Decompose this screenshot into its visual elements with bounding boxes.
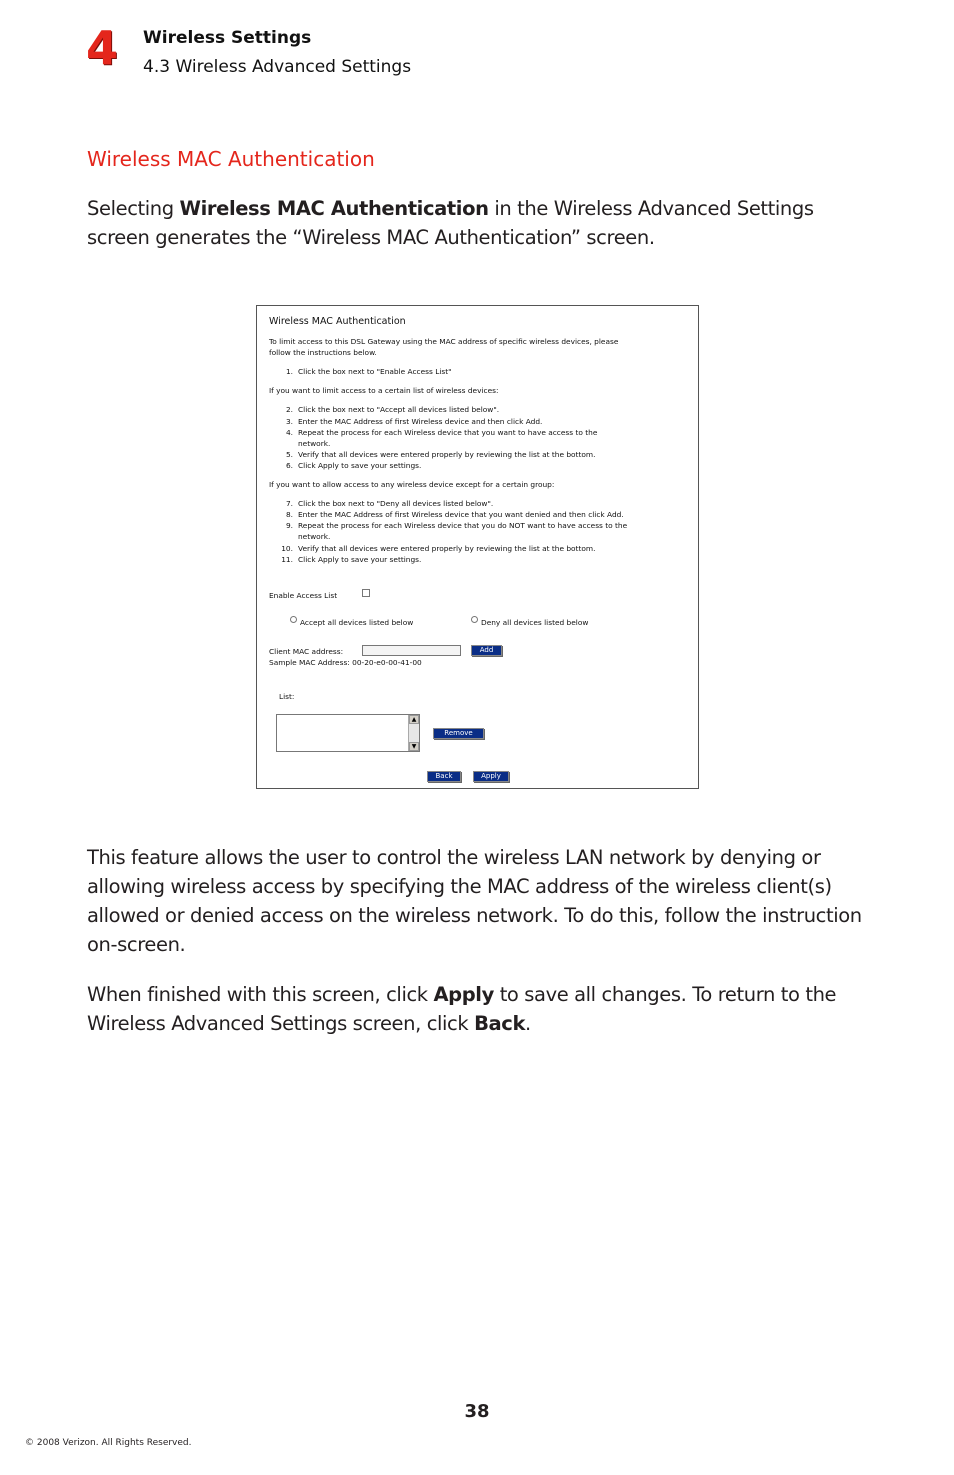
step-1: Click the box next to "Enable Access List" [298,367,452,376]
deny-all-label: Deny all devices listed below [481,618,589,627]
step-8: Enter the MAC Address of first Wireless device that you want denied and then click Add. [298,510,624,519]
device-list[interactable] [276,714,420,752]
step-number: 11. [281,555,293,564]
accept-all-radio[interactable] [290,616,297,623]
step-number: 3. [285,417,293,426]
add-button[interactable]: Add [471,645,502,656]
deny-all-radio[interactable] [471,616,478,623]
list-scrollbar[interactable] [408,715,419,751]
step-number: 8. [285,510,293,519]
section-title: 4.3 Wireless Advanced Settings [143,57,412,77]
step-number: 5. [285,450,293,459]
step-number: 10. [281,544,293,553]
step-number: 4. [285,428,293,437]
screenshot-title: Wireless MAC Authentication [269,316,406,327]
client-mac-label: Client MAC address: [269,647,344,656]
step-10: Verify that all devices were entered properly by reviewing the list at the bottom. [298,544,596,553]
scroll-down-icon[interactable]: ▼ [409,742,419,751]
step-number: 2. [285,405,293,414]
screenshot-desc-line2: follow the instructions below. [269,348,377,357]
screenshot-desc-line1: To limit access to this DSL Gateway using the MAC address of specific wireless devices, please [269,337,619,346]
step-4-cont: network. [298,439,331,448]
intro-paragraph: Selecting Wireless MAC Authentication in the Wireless Advanced Settings screen generates the “Wireless MAC Authentication” screen. [87,197,814,249]
sample-mac-text: Sample MAC Address: 00-20-e0-00-41-00 [269,658,422,667]
section-heading: Wireless MAC Authentication [87,147,375,171]
step-6: Click Apply to save your settings. [298,461,422,470]
step-number: 6. [285,461,293,470]
page-number: 38 [464,1401,490,1422]
step-7: Click the box next to "Deny all devices listed below". [298,499,494,508]
feature-description: This feature allows the user to control the wireless LAN network by denying or allowing wireless access by specifying the MAC address of the wireless client(s) allowed or denied access on the wireless network. To do this, follow the instruction on-screen. [87,846,862,956]
mac-authentication-screenshot [256,305,699,789]
step-3: Enter the MAC Address of first Wireless device and then click Add. [298,417,543,426]
list-label: List: [279,692,295,701]
copyright: © 2008 Verizon. All Rights Reserved. [25,1438,192,1448]
enable-access-list-label: Enable Access List [269,591,338,600]
accept-all-label: Accept all devices listed below [300,618,414,627]
group-heading-deny: If you want to allow access to any wireless device except for a certain group: [269,480,555,489]
finish-instructions: When finished with this screen, click Apply to save all changes. To return to the Wireless Advanced Settings screen, click Back. [87,983,837,1035]
group-heading-accept: If you want to limit access to a certain list of wireless devices: [269,386,499,395]
step-2: Click the box next to "Accept all devices listed below". [298,405,500,414]
step-4: Repeat the process for each Wireless device that you want to have access to the [298,428,598,437]
step-number: 7. [285,499,293,508]
scroll-up-icon[interactable]: ▲ [409,715,419,724]
back-button[interactable]: Back [427,771,461,782]
step-number: 1. [285,367,293,376]
chapter-title: Wireless Settings [143,28,312,48]
step-11: Click Apply to save your settings. [298,555,422,564]
step-9-cont: network. [298,532,331,541]
enable-access-list-checkbox[interactable] [362,589,370,597]
step-5: Verify that all devices were entered properly by reviewing the list at the bottom. [298,450,596,459]
step-9: Repeat the process for each Wireless device that you do NOT want to have access to the [298,521,628,530]
client-mac-input[interactable] [362,645,461,656]
apply-button[interactable]: Apply [473,771,509,782]
remove-button[interactable]: Remove [433,728,484,739]
step-number: 9. [285,521,293,530]
chapter-number: 4 [86,21,119,75]
